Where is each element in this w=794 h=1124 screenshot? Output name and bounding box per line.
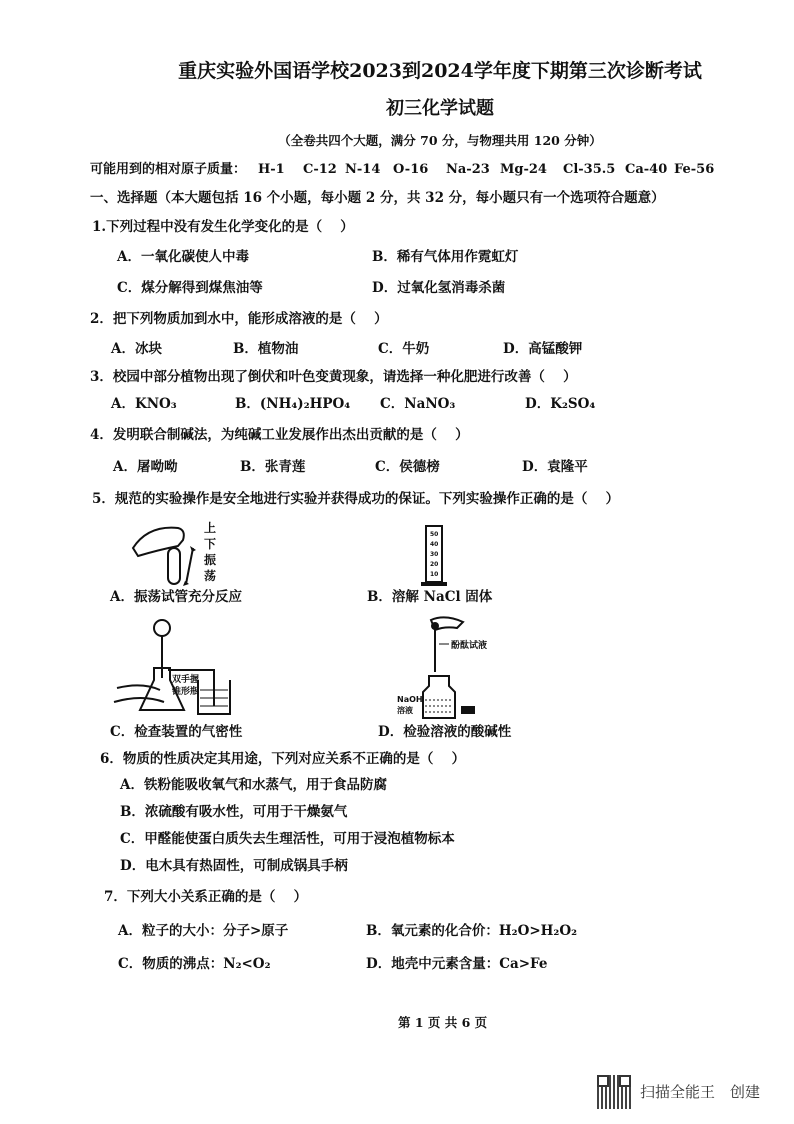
option-d: D．电木具有热固性，可制成锅具手柄 [120, 858, 348, 874]
atomic-mass: Na-23 [446, 162, 490, 177]
scale-mark: 50 [430, 531, 439, 538]
question-stem: 3．校园中部分植物出现了倒伏和叶色变黄现象，请选择一种化肥进行改善（ ） [90, 369, 577, 385]
exam-title: 重庆实验外国语学校2023到2024学年度下期第三次诊断考试 [178, 60, 702, 82]
scanner-watermark: 扫描全能王 创建 [640, 1083, 761, 1101]
figure-shake-test-tube [128, 520, 223, 590]
option-a: A．冰块 [111, 341, 162, 357]
label-hands: 锥形瓶 [172, 687, 200, 697]
label-naoh: 溶液 [397, 706, 413, 715]
option-b: B．(NH₄)₂HPO₄ [235, 396, 351, 412]
option-a: A．振荡试管充分反应 [110, 589, 242, 605]
qr-code-icon [597, 1075, 631, 1109]
option-a: A．铁粉能吸收氧气和水蒸气，用于食品防腐 [120, 777, 387, 793]
option-d: D．袁隆平 [522, 459, 588, 475]
atomic-mass: H-1 [258, 162, 285, 177]
option-c: C．侯德榜 [375, 459, 440, 475]
question-stem: 1.下列过程中没有发生化学变化的是（ ） [92, 219, 354, 235]
label-dropper: 酚酞试液 [451, 641, 488, 651]
scale-mark: 20 [430, 561, 439, 568]
figure-indicator-test [395, 614, 505, 722]
option-c: C．NaNO₃ [380, 396, 456, 412]
option-d: D．过氧化氢消毒杀菌 [372, 280, 506, 296]
label-shake: 振 [204, 553, 217, 567]
exam-subtitle: 初三化学试题 [386, 98, 494, 119]
atomic-mass: Ca-40 [625, 162, 668, 177]
question-stem: 6．物质的性质决定其用途，下列对应关系不正确的是（ ） [100, 751, 466, 767]
atomic-mass: Fe-56 [674, 162, 715, 177]
page-number: 第 1 页 共 6 页 [398, 1015, 488, 1030]
option-d: D．检验溶液的酸碱性 [378, 724, 512, 740]
scale-mark: 30 [430, 551, 439, 558]
label-naoh: NaOH [397, 695, 423, 704]
option-c: C．物质的沸点：N₂<O₂ [118, 956, 271, 972]
scale-mark: 40 [430, 541, 439, 548]
option-d: D．K₂SO₄ [525, 396, 596, 412]
atomic-mass: Mg-24 [500, 162, 547, 177]
figure-airtightness-check [112, 618, 242, 718]
option-b: B．溶解 NaCl 固体 [367, 589, 493, 605]
option-b: B．植物油 [233, 341, 299, 357]
atomic-mass: Cl-35.5 [563, 162, 616, 177]
option-c: C．甲醛能使蛋白质失去生理活性，可用于浸泡植物标本 [120, 831, 455, 847]
option-a: A．KNO₃ [111, 396, 177, 412]
option-c: C．牛奶 [378, 341, 430, 357]
question-stem: 2．把下列物质加到水中，能形成溶液的是（ ） [90, 311, 388, 327]
label-shake: 上 [204, 521, 217, 535]
label-shake: 荡 [204, 569, 217, 583]
option-a: A．粒子的大小：分子>原子 [118, 923, 289, 939]
option-d: D．高锰酸钾 [503, 341, 583, 357]
figure-graduated-cylinder [420, 526, 450, 588]
atomic-masses-label: 可能用到的相对原子质量： [90, 162, 247, 177]
atomic-mass: O-16 [393, 162, 429, 177]
option-b: B．稀有气体用作霓虹灯 [372, 249, 519, 265]
option-c: C．检查装置的气密性 [110, 724, 243, 740]
section-heading: 一、选择题（本大题包括 16 个小题，每小题 2 分，共 32 分，每小题只有一个选项符合题意） [90, 190, 665, 206]
label-hands: 双手握 [172, 675, 200, 685]
option-d: D．地壳中元素含量：Ca>Fe [366, 956, 548, 972]
question-stem: 7．下列大小关系正确的是（ ） [104, 889, 308, 905]
option-a: A．一氧化碳使人中毒 [117, 249, 249, 265]
question-stem: 5．规范的实验操作是安全地进行实验并获得成功的保证。下列实验操作正确的是（ ） [92, 491, 620, 507]
option-b: B．氧元素的化合价：H₂O>H₂O₂ [366, 923, 577, 939]
atomic-mass: C-12 [303, 162, 337, 177]
scale-mark: 10 [430, 571, 439, 578]
atomic-mass: N-14 [345, 162, 381, 177]
question-stem: 4．发明联合制碱法，为纯碱工业发展作出杰出贡献的是（ ） [90, 427, 469, 443]
option-c: C．煤分解得到煤焦油等 [117, 280, 263, 296]
label-shake: 下 [204, 537, 217, 551]
option-b: B．张青莲 [240, 459, 306, 475]
option-a: A．屠呦呦 [113, 459, 178, 475]
option-b: B．浓硫酸有吸水性，可用于干燥氨气 [120, 804, 348, 820]
exam-note: （全卷共四个大题，满分 70 分，与物理共用 120 分钟） [278, 133, 602, 148]
